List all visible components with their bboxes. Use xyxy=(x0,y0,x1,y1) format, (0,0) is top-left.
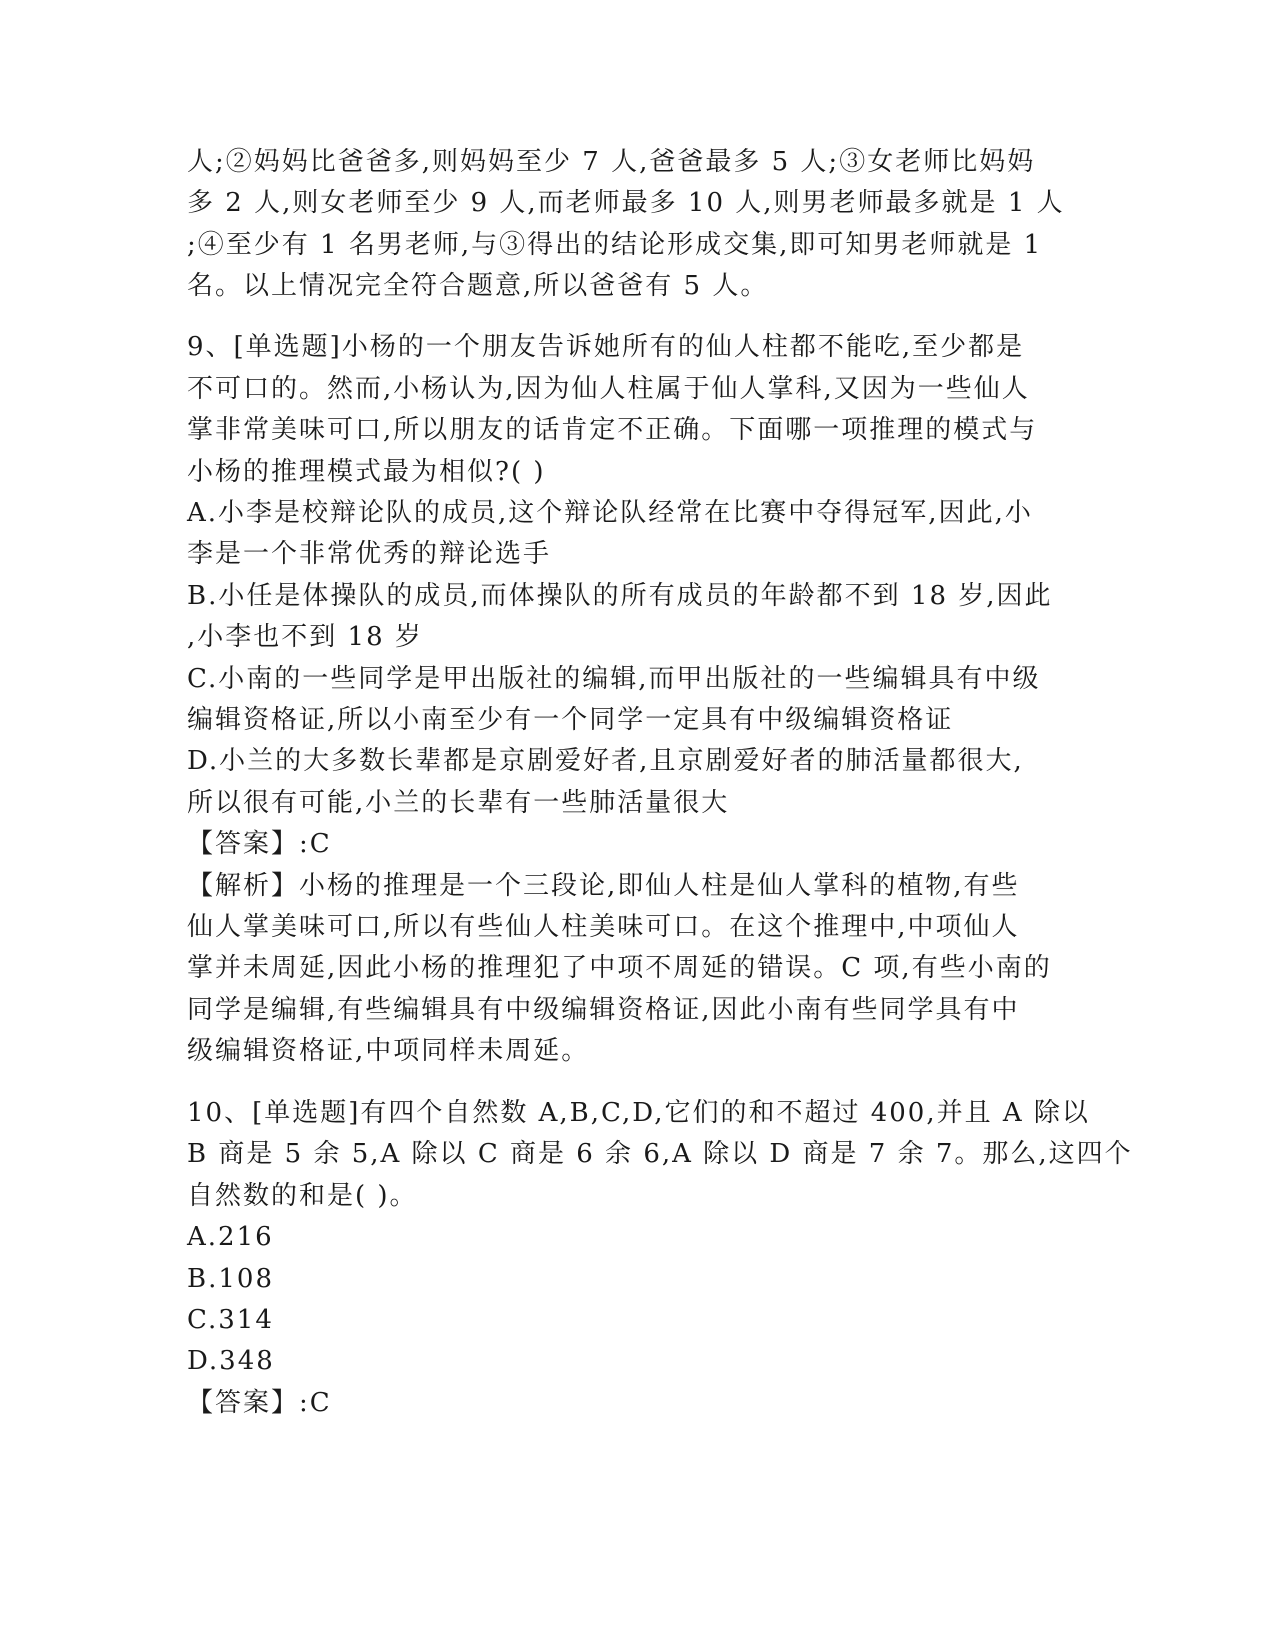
question-9-option-b: B.小任是体操队的成员,而体操队的所有成员的年龄都不到 18 岁,因此 xyxy=(187,581,1053,611)
question-9-option-d: D.小兰的大多数长辈都是京剧爱好者,且京剧爱好者的肺活量都很大, xyxy=(187,746,1024,776)
question-10-stem: 自然数的和是( )。 xyxy=(187,1181,418,1211)
question-9-stem: 小杨的推理模式最为相似?( ) xyxy=(187,457,546,487)
question-9-stem: 9、[单选题]小杨的一个朋友告诉她所有的仙人柱都不能吃,至少都是 xyxy=(187,332,1025,362)
question-9-option-a: 李是一个非常优秀的辩论选手 xyxy=(187,539,552,569)
question-9-analysis: 【解析】小杨的推理是一个三段论,即仙人柱是仙人掌科的植物,有些 xyxy=(187,871,1020,901)
question-9-answer: 【答案】:C xyxy=(187,829,332,859)
explanation-line: ;④至少有 1 名男老师,与③得出的结论形成交集,即可知男老师就是 1 xyxy=(187,230,1043,260)
question-9-option-d: 所以很有可能,小兰的长辈有一些肺活量很大 xyxy=(187,788,730,818)
explanation-line: 多 2 人,则女老师至少 9 人,而老师最多 10 人,则男老师最多就是 1 人 xyxy=(187,188,1065,218)
question-9-option-c: 编辑资格证,所以小南至少有一个同学一定具有中级编辑资格证 xyxy=(187,705,954,735)
question-9-analysis: 掌并未周延,因此小杨的推理犯了中项不周延的错误。C 项,有些小南的 xyxy=(187,953,1052,983)
question-9-stem: 不可口的。然而,小杨认为,因为仙人柱属于仙人掌科,又因为一些仙人 xyxy=(187,374,1030,404)
question-10-option-a: A.216 xyxy=(187,1222,274,1252)
question-10-option-b: B.108 xyxy=(187,1264,274,1294)
question-9-option-b: ,小李也不到 18 岁 xyxy=(187,622,423,652)
question-10-stem: B 商是 5 余 5,A 除以 C 商是 6 余 6,A 除以 D 商是 7 余 7。那么,这四个 xyxy=(187,1139,1133,1169)
question-9-analysis: 同学是编辑,有些编辑具有中级编辑资格证,因此小南有些同学具有中 xyxy=(187,995,1020,1025)
explanation-line: 名。以上情况完全符合题意,所以爸爸有 5 人。 xyxy=(187,271,769,301)
question-9-stem: 掌非常美味可口,所以朋友的话肯定不正确。下面哪一项推理的模式与 xyxy=(187,415,1038,445)
question-10-answer: 【答案】:C xyxy=(187,1388,332,1418)
explanation-line: 人;②妈妈比爸爸多,则妈妈至少 7 人,爸爸最多 5 人;③女老师比妈妈 xyxy=(187,147,1036,177)
question-9-option-c: C.小南的一些同学是甲出版社的编辑,而甲出版社的一些编辑具有中级 xyxy=(187,664,1041,694)
question-10-stem: 10、[单选题]有四个自然数 A,B,C,D,它们的和不超过 400,并且 A 除以 xyxy=(187,1098,1090,1128)
question-9-analysis: 级编辑资格证,中项同样未周延。 xyxy=(187,1036,590,1066)
question-9-analysis: 仙人掌美味可口,所以有些仙人柱美味可口。在这个推理中,中项仙人 xyxy=(187,912,1020,942)
question-10-option-d: D.348 xyxy=(187,1346,275,1376)
question-9-option-a: A.小李是校辩论队的成员,这个辩论队经常在比赛中夺得冠军,因此,小 xyxy=(187,498,1033,528)
question-10-option-c: C.314 xyxy=(187,1305,274,1335)
